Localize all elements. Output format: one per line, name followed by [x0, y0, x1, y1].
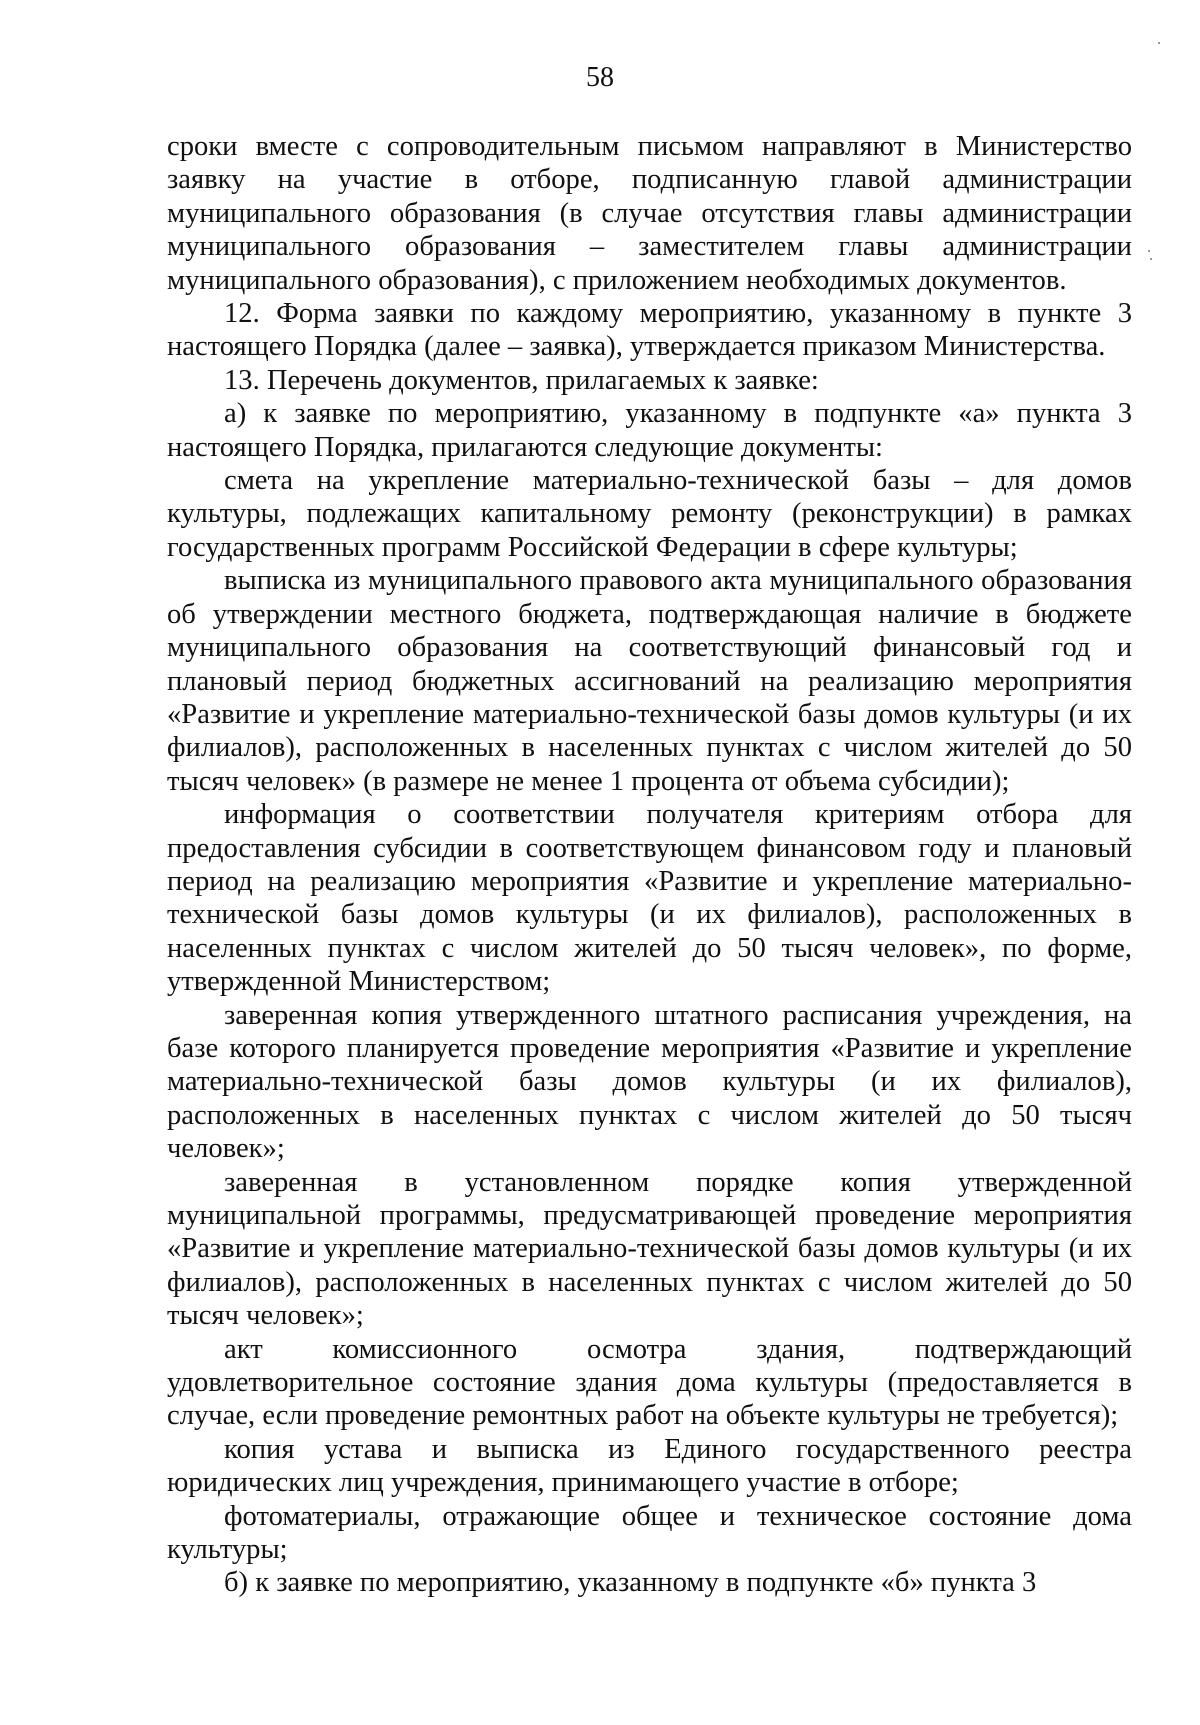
paragraph-continuation: сроки вместе с сопроводительным письмом направляют в Министерство заявку на участие в отборе, подписанную главой администрации муниципального образования (в случае отсутствия главы администрации муниципального образования – заместителем главы администрации муниципального образования), с приложением необходимых документов.: [167, 131, 1132, 296]
paragraph-charter-copy: копия устава и выписка из Единого государственного реестра юридических лиц учреждения, принимающего участие в отборе;: [167, 1433, 1132, 1499]
paragraph-item-13: 13. Перечень документов, прилагаемых к заявке:: [224, 364, 819, 396]
scan-speck: [1148, 250, 1150, 252]
scan-speck: [1150, 258, 1152, 260]
paragraph-subitem-b: б) к заявке по мероприятию, указанному в подпункте «б» пункта 3: [224, 1567, 1037, 1599]
paragraph-budget-extract: выписка из муниципального правового акта муниципального образования об утверждении местного бюджета, подтверждающая наличие в бюджете муниципального образования на соответствующий финансовый год и плановый период бюджетных ассигнований на реализацию мероприятия «Развитие и укрепление материально-технической базы домов культуры (и их филиалов), расположенных в населенных пунктах с числом жителей до 50 тысяч человек» (в размере не менее 1 процента от объема субсидии);: [167, 565, 1132, 797]
paragraph-photo-materials: фотоматериалы, отражающие общее и техническое состояние дома культуры;: [167, 1500, 1132, 1566]
paragraph-estimate: смета на укрепление материально-технической базы – для домов культуры, подлежащих капитальному ремонту (реконструкции) в рамках государственных программ Российской Федерации в сфере культуры;: [167, 465, 1132, 563]
scan-speck: [1158, 42, 1160, 44]
paragraph-item-12: 12. Форма заявки по каждому мероприятию, указанному в пункте 3 настоящего Порядка (далее – заявка), утверждается приказом Министерства.: [167, 298, 1132, 363]
paragraph-municipal-program: заверенная в установленном порядке копия утвержденной муниципальной программы, предусматривающей проведение мероприятия «Развитие и укрепление материально-технической базы домов культуры (и их филиалов), расположенных в населенных пунктах с числом жителей до 50 тысяч человек»;: [167, 1166, 1132, 1332]
paragraph-criteria-info: информация о соответствии получателя критериям отбора для предоставления субсидии в соответствующем финансовом году и плановый период на реализацию мероприятия «Развитие и укрепление материально-технической базы домов культуры (и их филиалов), расположенных в населенных пунктах с числом жителей до 50 тысяч человек», по форме, утвержденной Министерством;: [167, 799, 1132, 998]
paragraph-subitem-a: а) к заявке по мероприятию, указанному в подпункте «а» пункта 3 настоящего Порядка, прилагаются следующие документы:: [167, 398, 1132, 463]
page-number: 58: [586, 62, 614, 93]
paragraph-inspection-act: акт комиссионного осмотра здания, подтверждающий удовлетворительное состояние здания дома культуры (предоставляется в случае, если проведение ремонтных работ на объекте культуры не требуется);: [167, 1333, 1132, 1432]
document-body: [167, 130, 1132, 1600]
paragraph-staff-schedule: заверенная копия утвержденного штатного расписания учреждения, на базе которого планируется проведение мероприятия «Развитие и укрепление материально-технической базы домов культуры (и их филиалов), расположенных в населенных пунктах с числом жителей до 50 тысяч человек»;: [167, 999, 1132, 1165]
